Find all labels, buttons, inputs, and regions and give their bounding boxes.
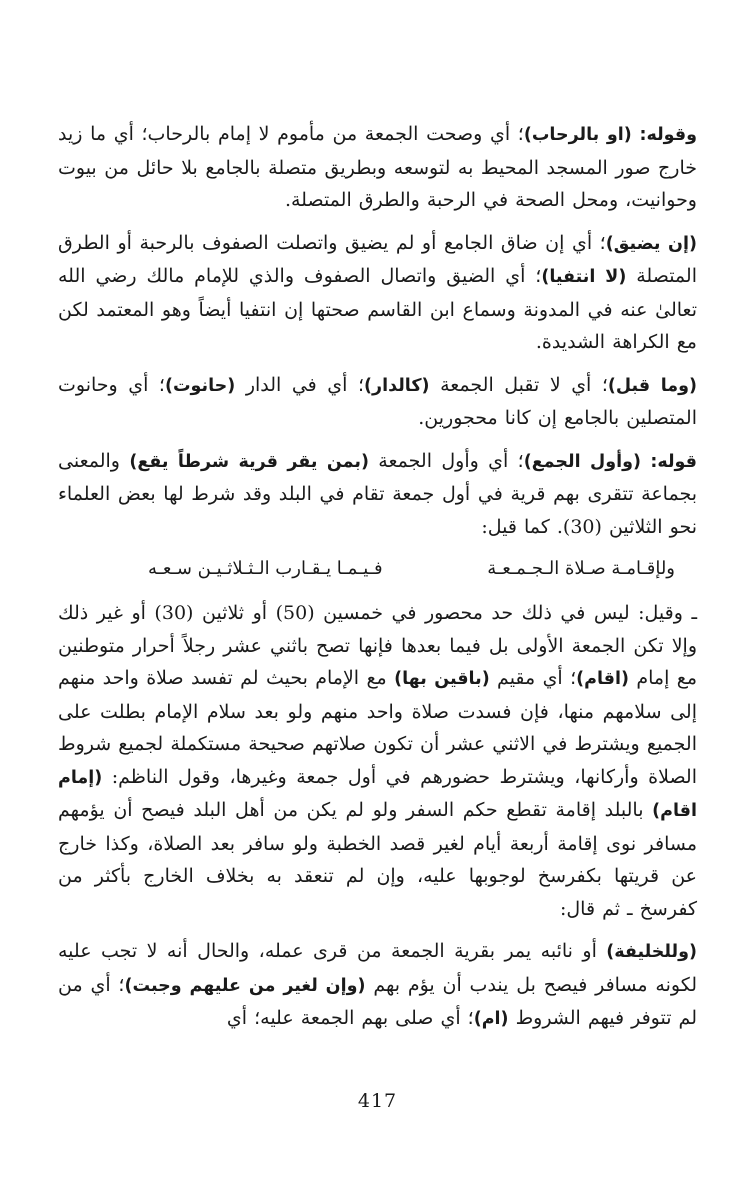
quoted-term: (إمام اقام) [58,767,697,821]
paragraph-text: ؛ أي وحانوت المتصلين بالجامع إن كانا محجورين. [58,373,697,429]
quoted-term: (بمن يقر قرية شرطاً يقع) [129,451,369,472]
page-number: 417 [357,1090,398,1112]
paragraph-text: ؛ أي الضيق واتصال الصفوف والذي للإمام مالك رضي الله تعالىٰ عنه في المدونة وسماع ابن القاسم صحتها إن انتفيا أيضاً وهو المعتمد لكن مع الكراهة الشديدة. [58,265,697,353]
paragraph-text: مع الإمام بحيث لم تفسد صلاة واحد منهم إلى سلامهم منها، فإن فسدت صلاة واحد منهم ولو بعد سلام الإمام بطلت على الجميع ويشترط في الاثني عشر أن تكون صلاتهم صحيحة مستكملة لجميع شروط الصلاة وأركانها، ويشترط حضورهم في أول جمعة وغيرها، وقول الناظم: [58,667,697,788]
paragraph [58,227,697,359]
paragraph-text: ؛ أي من لم تتوفر فيهم الشروط [58,973,697,1029]
quoted-term: (وما قبل) [607,375,698,396]
quoted-term: (وللخليفة) [606,942,697,962]
text-block-after-verse [58,597,697,1036]
paragraph-text: بالبلد إقامة تقطع حكم السفر ولو لم يكن من أهل البلد فيصح أن يؤمهم مسافر نوى إقامة أربعة أيام لغير قصد الخطبة ولو سافر بعد الصلاة، وكذا خارج عن قريتها بكفرسخ لوجوبها عليه، وإن لم تنعقد به بخلاف الخارج بأكثر من كفرسخ ـ ثم قال: [58,799,697,920]
paragraph [58,445,697,544]
quoted-term: (كالدار) [364,375,430,396]
paragraph-text: أو نائبه يمر بقرية الجمعة من قرى عمله، والحال أنه لا تجب عليه لكونه مسافر فيصح بل يندب أن يؤم بهم [58,940,697,996]
verse-left-hemistich: فـيـمـا يـقـارب الـثـلاثـيـن سـعـه [148,558,383,579]
quoted-term: وقوله: (او بالرحاب) [523,125,697,145]
quoted-term: (وإن لغير من عليهم وجبت) [124,975,366,996]
paragraph-text: ؛ أي وأول الجمعة [368,449,524,472]
paragraph-text: ؛ أي وصحت الجمعة من مأموم لا إمام بالرحاب؛ أي ما زيد خارج صور المسجد المحيط به لتوسعه وبطريق متصلة بالجامع بلا حائل من بيوت وحوانيت، ومحل الصحة في الرحبة والطرق المتصلة. [58,123,697,211]
quoted-term: قوله: (وأول الجمع) [523,451,697,472]
paragraph-text: والمعنى بجماعة تتقرى بهم قرية في أول جمعة تقام في البلد وقد شرط لها بعض العلماء نحو الثلاثين (30). كما قيل: [58,449,697,538]
paragraph-text: ؛ أي مقيم [489,667,577,689]
paragraph [58,118,697,217]
quoted-term: (ام) [473,1009,509,1029]
poem-verse [58,553,697,585]
verse-right-hemistich: ولإقـامـة صـلاة الـجـمـعـة [487,558,675,579]
paragraph [58,935,697,1036]
paragraph [58,597,697,925]
quoted-term: (لا انتفيا) [541,267,627,287]
text-block-before-verse [58,118,697,543]
paragraph-text: ؛ أي صلى بهم الجمعة عليه؛ أي [226,1007,474,1029]
quoted-term: (اقام) [576,669,629,689]
quoted-term: (باقين بها) [394,669,490,689]
paragraph-text: ؛ أي لا تقبل الجمعة [429,373,608,396]
paragraph-text: ؛ أي في الدار [235,373,365,396]
quoted-term: (حانوت) [164,375,236,396]
paragraph [58,369,697,435]
quoted-term: (إن يضيق) [605,233,697,254]
paragraph-text: ـ وقيل: ليس في ذلك حد محصور في خمسين (50) أو ثلاثين (30) أو غير ذلك وإلا تكن الجمعة الأولى بل فيما بعدها فإنها تصح باثني عشر رجلاً أحرار متوطنين مع إمام [58,602,698,689]
paragraph-text: ؛ أي إن ضاق الجامع أو لم يضيق واتصلت الصفوف بالرحبة أو الطرق المتصلة [58,231,697,287]
